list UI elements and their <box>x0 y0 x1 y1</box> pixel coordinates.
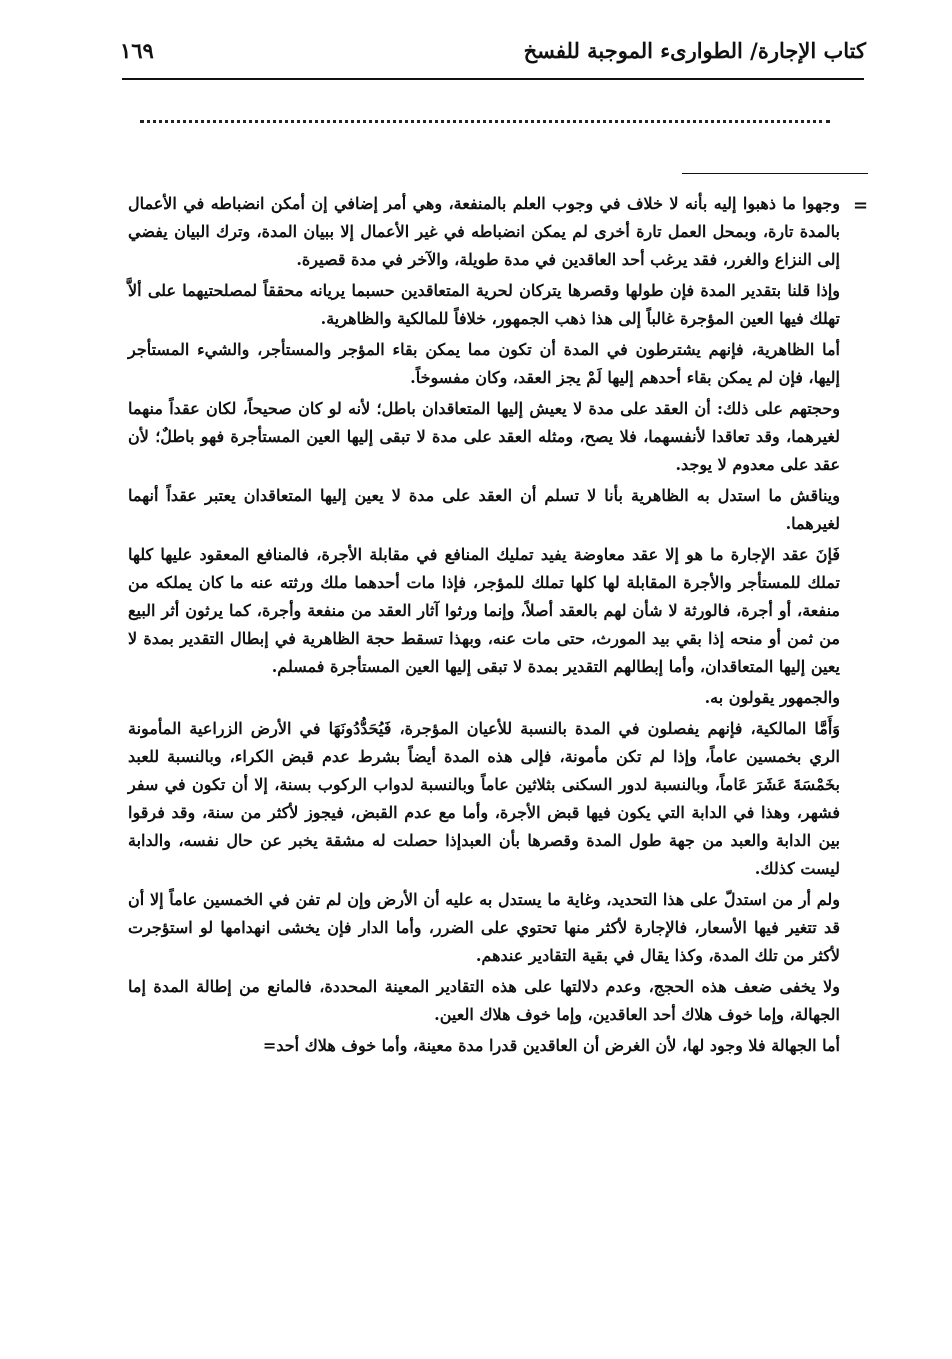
running-header <box>120 38 866 78</box>
footnote-continuation-mark: = <box>853 195 869 216</box>
paragraph-last <box>128 1032 840 1060</box>
footnote-end-mark: = <box>262 1036 277 1055</box>
dotted-separator <box>140 120 830 123</box>
page-number: ١٦٩ <box>120 38 154 63</box>
paragraph: ولم أر من استدلّ على هذا التحديد، وغاية ما يستدل به عليه أن الأرض وإن لم تفن في الخمسين عاماً إلا أن قد تتغير فيها الأسعار، فالإجارة لأكثر منها تحتوي على الضرر، وأما الدار فإن يخشى انهدامها لو استؤجرت لأكثر من تلك المدة، وكذا يقال في بقية التقادير عندهم. <box>128 890 841 965</box>
header-rule <box>122 78 864 80</box>
footnote-text <box>128 190 840 1063</box>
chapter-title: كتاب الإجارة/ الطوارىء الموجبة للفسخ <box>523 38 866 63</box>
paragraph-last-text: أما الجهالة فلا وجود لها، لأن الغرض أن العاقدين قدرا مدة معينة، وأما خوف هلاك أحد <box>276 1036 840 1055</box>
paragraph: ولا يخفى ضعف هذه الحجج، وعدم دلالتها على هذه التقادير المعينة المحددة، فالمانع من إطالة المدة إما الجهالة، وإما خوف هلاك أحد العاقدين، وإما خوف هلاك العين. <box>128 977 840 1024</box>
paragraph: وَأَمَّا المالكية، فإنهم يفصلون في المدة بالنسبة للأعيان المؤجرة، فَيُحَدُّدُونَهَا في الأرض الزراعية المأمونة الري بخمسين عاماً، وإذا لم تكن مأمونة، فإلى هذه المدة أيضاً بشرط عدم قبض الكراء، وبالنسبة للعبد بخَمْسَةَ عَشَرَ عَاماً، وبالنسبة لدور السكنى بثلاثين عاماً وبالنسبة لدواب الركوب بسنة، إلا أن تكون في سفر فشهر، وهذا في الدابة التي يكون فيها قبض الأجرة، وأما مع عدم القبض، فيجوز لأكثر من سنة، وقد فرقوا بين الدابة والعبد من جهة طول المدة وقصرها بأن العبدإذا حصلت له مشقة يخبر عن حال نفسه، والدابة ليست كذلك. <box>128 719 841 878</box>
paragraph: ويناقش ما استدل به الظاهرية بأنا لا تسلم أن العقد على مدة لا يعين إليها المتعاقدان يعتبر عقداً أنهما لغيرهما. <box>128 486 840 533</box>
paragraph: فَإنَ عقد الإجارة ما هو إلا عقد معاوضة يفيد تمليك المنافع في مقابلة الأجرة، فالمنافع المعقود عليها كلها تملك للمستأجر والأجرة المقابلة لها كلها تملك للمؤجر، فإذا مات أحدهما ملك ورثته عنه ما كان يملكه من منفعة، أو أجرة، فالورثة لا شأن لهم بالعقد أصلاً، وإنما ورثوا آثار العقد من منفعة وأجرة، كما يرثون أثر البيع من ثمن أو منحه إذا بقي بيد المورث، حتى مات عنه، وبهذا تسقط حجة الظاهرية في إبطال التقدير بمدة لا يعين إليها المتعاقدان، وأما إبطالهم التقدير بمدة لا تبقى إليها العين المستأجرة فمسلم. <box>128 545 840 676</box>
footnote-rule <box>682 173 868 174</box>
paragraph: وإذا قلنا بتقدير المدة فإن طولها وقصرها يتركان لحرية المتعاقدين حسبما يريانه محققاً لمصلحتيهما على ألاَّ تهلك فيها العين المؤجرة غالباً إلى هذا ذهب الجمهور، خلافاً للمالكية والظاهرية. <box>128 281 840 328</box>
paragraph: أما الظاهرية، فإنهم يشترطون في المدة أن تكون مما يمكن بقاء المؤجر والمستأجر، والشيء المستأجر إليها، فإن لم يمكن بقاء أحدهم إليها لَمْ يجز العقد، وكان مفسوخاً. <box>128 340 840 387</box>
paragraph: وجهوا ما ذهبوا إليه بأنه لا خلاف في وجوب العلم بالمنفعة، وهي أمر إضافي إن أمكن انضباطه في الأعمال بالمدة تارة، وبمحل العمل تارة أخرى لم يمكن انضباطه في غير الأعمال إلا ببيان المدة، وترك البيان يفضي إلى النزاع والغرر، فقد يرغب أحد العاقدين في مدة طويلة، والآخر في مدة قصيرة. <box>128 194 840 269</box>
paragraph: والجمهور يقولون به. <box>704 688 840 707</box>
paragraph: وحجتهم على ذلك: أن العقد على مدة لا يعيش إليها المتعاقدان باطل؛ لأنه لو كان صحيحاً، لكان عقداً منهما لغيرهما، وقد تعاقدا لأنفسهما، فلا يصح، ومثله العقد على مدة لا تبقى إليها العين المستأجرة فهو باطلٌ؛ لأن عقد على معدوم لا يوجد. <box>128 399 841 474</box>
